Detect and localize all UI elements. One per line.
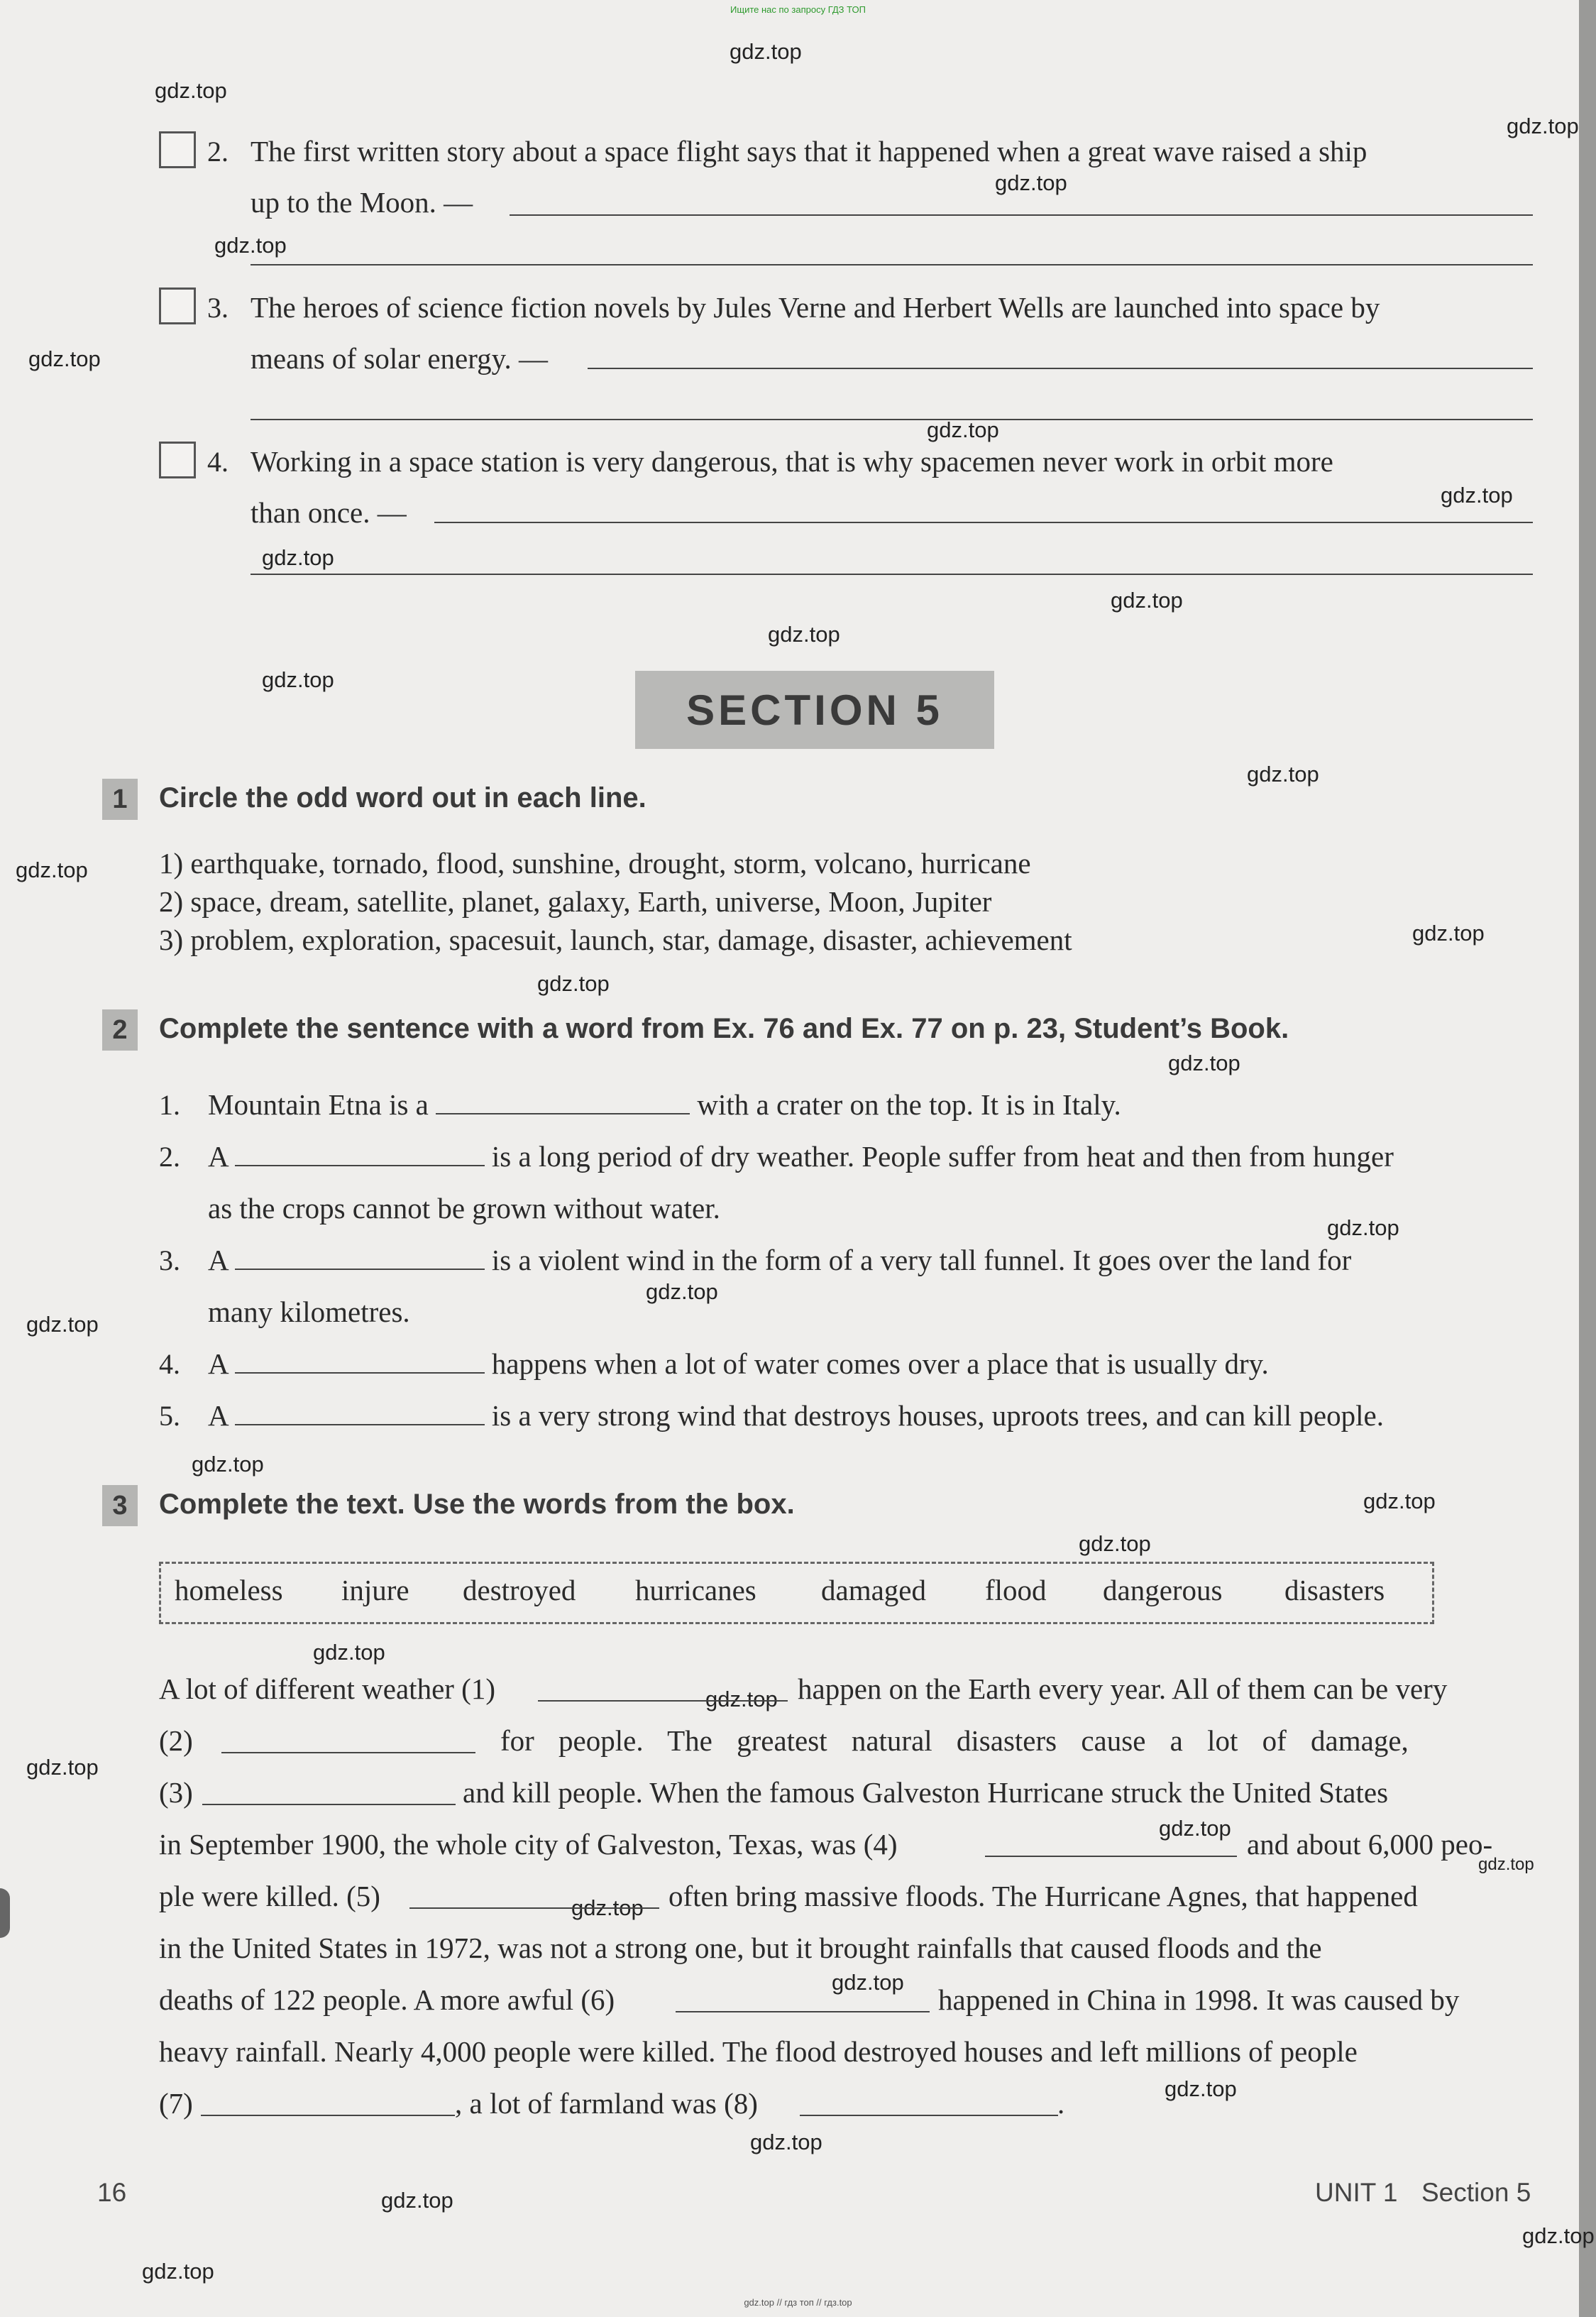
answer-line[interactable] (251, 419, 1533, 420)
sentence: as the crops cannot be grown without water. (208, 1192, 720, 1225)
text-fragment: deaths of 122 people. A more awful (6) (159, 1983, 615, 2016)
sentence: Mountain Etna is a with a crater on the top. It is in Italy. (208, 1088, 1121, 1121)
task-number-badge: 3 (102, 1485, 138, 1526)
answer-blank[interactable] (235, 1401, 485, 1425)
footer-unit: UNIT 1 (1315, 2178, 1398, 2207)
answer-blank-7[interactable] (201, 2115, 455, 2116)
item-text: The first written story about a space flight says that it happened when a great wave raised a ship (251, 135, 1367, 168)
watermark: gdz.top (1159, 1816, 1231, 1841)
watermark: gdz.top (1363, 1489, 1436, 1513)
watermark: gdz.top (1168, 1051, 1240, 1075)
item-text: than once. — (251, 496, 407, 529)
text-fragment: (3) (159, 1776, 193, 1809)
watermark: gdz.top (28, 346, 101, 371)
watermark: gdz.top (750, 2130, 822, 2154)
page-number: 16 (97, 2178, 127, 2207)
watermark: gdz.top (1478, 1855, 1534, 1874)
answer-blank[interactable] (235, 1349, 485, 1374)
watermark: gdz.top (26, 1312, 99, 1337)
sentence: A is a very strong wind that destroys houses, uproots trees, and can kill people. (208, 1399, 1384, 1432)
text-fragment: for people. The greatest natural disasters cause a lot of damage, (500, 1724, 1409, 1757)
watermark: gdz.top (16, 858, 88, 882)
watermark: gdz.top (1327, 1215, 1399, 1240)
task-heading: Complete the sentence with a word from Ex. 76 and Ex. 77 on p. 23, Student’s Book. (159, 1013, 1289, 1044)
answer-line[interactable] (510, 214, 1533, 216)
word-line[interactable]: 1) earthquake, tornado, flood, sunshine, drought, storm, volcano, hurricane (159, 847, 1031, 880)
answer-blank-3[interactable] (202, 1804, 456, 1805)
text-fragment: in September 1900, the whole city of Galveston, Texas, was (4) (159, 1828, 898, 1861)
item-number: 5. (159, 1400, 180, 1432)
word-box-item: homeless (175, 1574, 283, 1606)
watermark: gdz.top (1507, 114, 1579, 138)
footer-section: Section 5 (1421, 2178, 1531, 2207)
item-text: means of solar energy. — (251, 342, 548, 375)
watermark: gdz.top (927, 417, 999, 442)
text-fragment: , a lot of farmland was (8) (455, 2087, 758, 2120)
item-number: 2. (207, 136, 229, 168)
item-number: 4. (159, 1348, 180, 1380)
answer-blank-5[interactable] (409, 1907, 659, 1909)
watermark: gdz.top (1165, 2076, 1237, 2101)
text-fragment: (7) (159, 2087, 193, 2120)
task-number-badge: 2 (102, 1009, 138, 1051)
word-box-item: damaged (821, 1574, 926, 1606)
word-box-item: flood (985, 1574, 1047, 1606)
watermark: gdz.top (192, 1452, 264, 1477)
sentence: A is a long period of dry weather. People suffer from heat and then from hunger (208, 1140, 1394, 1173)
section-title: SECTION 5 (635, 671, 994, 749)
watermark: gdz.top (995, 170, 1067, 195)
watermark: gdz.top (705, 1687, 778, 1711)
word-box-item: dangerous (1103, 1574, 1223, 1606)
word-line[interactable]: 3) problem, exploration, spacesuit, launch, star, damage, disaster, achievement (159, 924, 1072, 956)
text-fragment: happen on the Earth every year. All of them can be very (798, 1672, 1448, 1705)
word-box-item: disasters (1284, 1574, 1385, 1606)
answer-blank-6[interactable] (676, 2011, 930, 2012)
task-number-badge: 1 (102, 779, 138, 820)
item-text: Working in a space station is very dangerous, that is why spacemen never work in orbit more (251, 445, 1333, 478)
watermark: gdz.top (537, 971, 610, 996)
text-fragment: ple were killed. (5) (159, 1880, 380, 1912)
answer-blank-2[interactable] (221, 1752, 475, 1753)
answer-line[interactable] (251, 574, 1533, 575)
text-fragment: (2) (159, 1724, 193, 1757)
answer-blank-8[interactable] (800, 2115, 1058, 2116)
watermark: gdz.top (832, 1970, 904, 1995)
top-banner: Ищите нас по запросу ГДЗ ТОП (730, 4, 866, 15)
watermark: gdz.top (730, 39, 802, 64)
text-fragment: in the United States in 1972, was not a strong one, but it brought rainfalls that caused floods and the (159, 1932, 1322, 1964)
watermark: gdz.top (262, 667, 334, 692)
task-heading: Complete the text. Use the words from the box. (159, 1489, 795, 1520)
watermark: gdz.top (142, 2259, 214, 2284)
watermark: gdz.top (1111, 588, 1183, 613)
sentence: A is a violent wind in the form of a very tall funnel. It goes over the land for (208, 1244, 1352, 1276)
word-box-item: injure (341, 1574, 409, 1606)
watermark: gdz.top (768, 622, 840, 647)
answer-blank-1[interactable] (538, 1700, 788, 1702)
watermark: gdz.top (262, 545, 334, 570)
item-number: 1. (159, 1089, 180, 1121)
answer-line[interactable] (588, 368, 1533, 369)
page-edge-shadow (1579, 0, 1596, 2317)
sentence: A happens when a lot of water comes over a place that is usually dry. (208, 1347, 1269, 1380)
watermark: gdz.top (1522, 2223, 1595, 2248)
watermark: gdz.top (571, 1895, 644, 1920)
answer-checkbox[interactable] (159, 287, 196, 324)
item-number: 3. (159, 1244, 180, 1276)
answer-blank[interactable] (436, 1090, 690, 1114)
answer-blank[interactable] (235, 1142, 485, 1166)
watermark: gdz.top (646, 1279, 718, 1304)
text-fragment: happened in China in 1998. It was caused by (938, 1983, 1460, 2016)
watermark: gdz.top (1441, 483, 1513, 508)
item-number: 3. (207, 292, 229, 324)
item-number: 2. (159, 1141, 180, 1173)
watermark: gdz.top (313, 1640, 385, 1665)
answer-checkbox[interactable] (159, 131, 196, 168)
text-fragment: . (1057, 2087, 1065, 2120)
item-number: 4. (207, 446, 229, 478)
word-box-item: hurricanes (635, 1574, 756, 1606)
watermark: gdz.top (1412, 921, 1485, 946)
watermark: gdz.top (155, 78, 227, 103)
sentence: many kilometres. (208, 1296, 410, 1328)
bottom-banner: gdz.top // гдз топ // гдз.top (744, 2297, 852, 2308)
answer-blank-4[interactable] (985, 1856, 1237, 1857)
watermark: gdz.top (26, 1755, 99, 1780)
item-text: up to the Moon. — (251, 186, 473, 219)
text-fragment: and about 6,000 peo- (1247, 1828, 1493, 1861)
answer-line[interactable] (434, 522, 1533, 523)
text-fragment: and kill people. When the famous Galveston Hurricane struck the United States (463, 1776, 1389, 1809)
word-box-item: destroyed (463, 1574, 576, 1606)
watermark: gdz.top (381, 2188, 453, 2213)
answer-checkbox[interactable] (159, 442, 196, 478)
answer-line[interactable] (251, 264, 1533, 265)
text-fragment: heavy rainfall. Nearly 4,000 people were killed. The flood destroyed houses and left millions of people (159, 2035, 1358, 2068)
text-fragment: often bring massive floods. The Hurricane Agnes, that happened (668, 1880, 1418, 1912)
watermark: gdz.top (1247, 762, 1319, 787)
task-heading: Circle the odd word out in each line. (159, 782, 646, 814)
item-text: The heroes of science fiction novels by Jules Verne and Herbert Wells are launched into space by (251, 291, 1380, 324)
text-fragment: A lot of different weather (1) (159, 1672, 495, 1705)
watermark: gdz.top (1079, 1531, 1151, 1556)
word-line[interactable]: 2) space, dream, satellite, planet, galaxy, Earth, universe, Moon, Jupiter (159, 885, 992, 918)
watermark: gdz.top (214, 233, 287, 258)
binder-tab (0, 1888, 10, 1938)
answer-blank[interactable] (235, 1246, 485, 1270)
